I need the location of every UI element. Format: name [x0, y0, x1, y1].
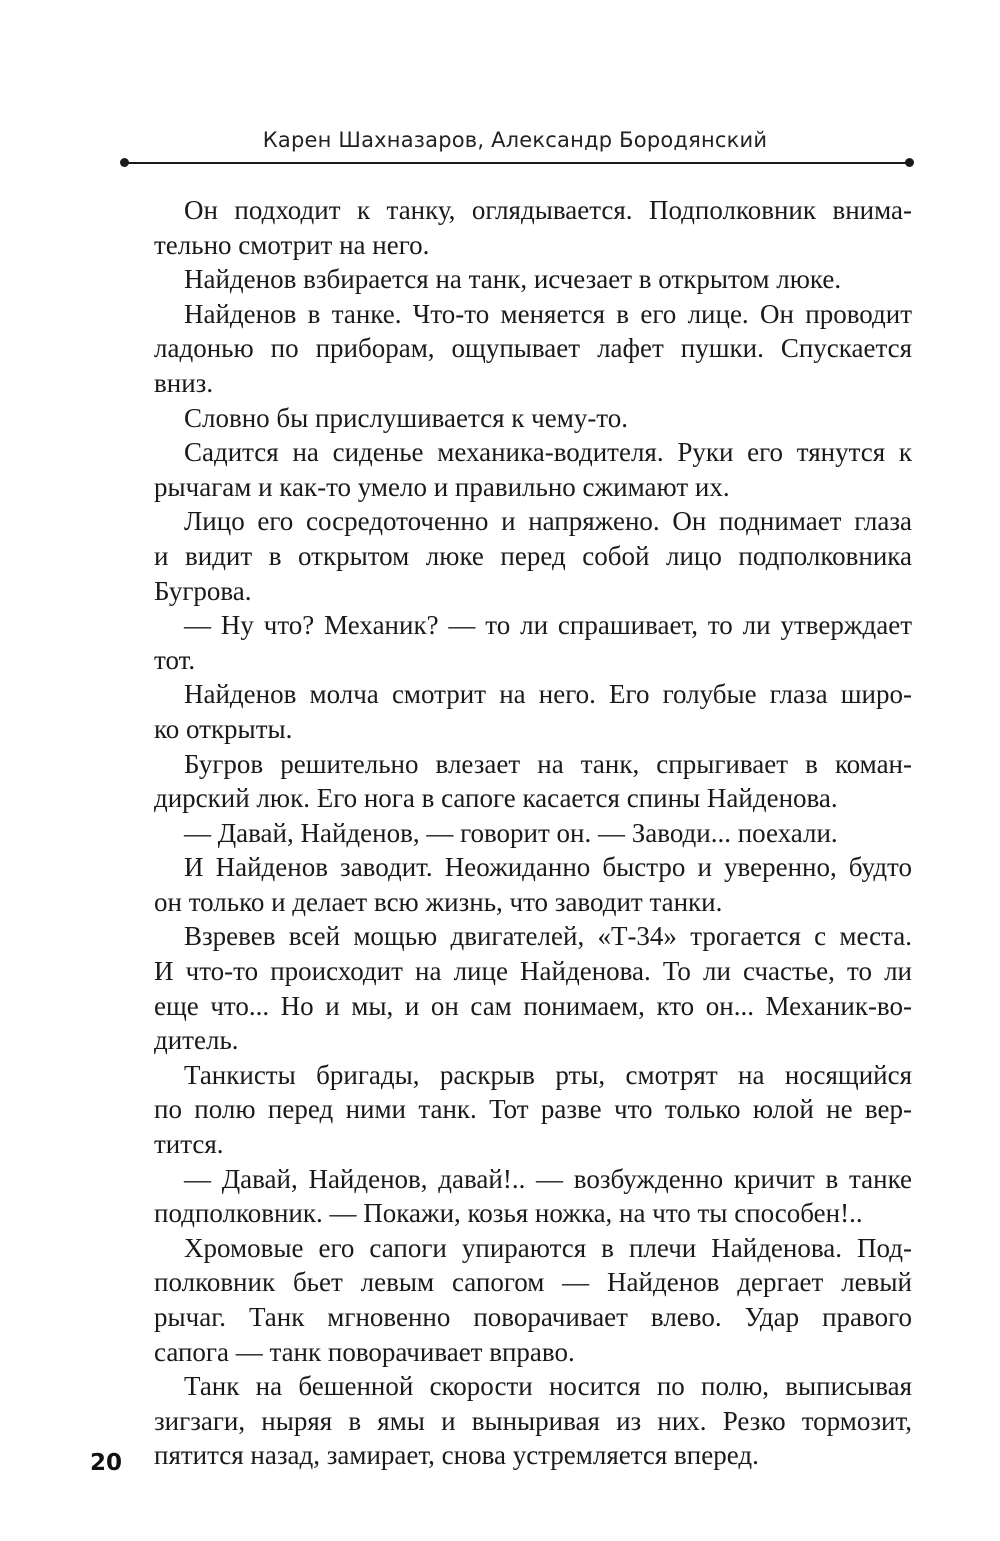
paragraph [124, 262, 912, 297]
text-line: Взревев всей мощью двигателей, «Т-34» трогается с места. [184, 921, 912, 952]
text-line: И что-то происходит на лице Найденова. То ли счастье, то ли [154, 956, 912, 987]
paragraph [124, 193, 912, 262]
text-line: Лицо его сосредоточенно и напряжено. Он поднимает глаза [184, 506, 912, 537]
paragraph [124, 919, 912, 1057]
text-line: полковник бьет левым сапогом — Найденов дергает левый [154, 1267, 912, 1298]
header-rule-dot-left [120, 158, 129, 167]
header-rule-dot-right [905, 158, 914, 167]
paragraph [124, 435, 912, 504]
paragraph [124, 608, 912, 677]
text-line: пятится назад, замирает, снова устремляется вперед. [154, 1440, 759, 1471]
text-line: Танкисты бригады, раскрыв рты, смотрят на носящийся [184, 1059, 912, 1090]
paragraph [124, 677, 912, 746]
text-line: Он подходит к танку, оглядывается. Подполковник внима- [184, 195, 912, 225]
paragraph [124, 504, 912, 608]
text-line: Танк на бешенной скорости носится по полю, выписывая [184, 1371, 912, 1402]
text-line: тельно смотрит на него. [154, 229, 430, 260]
text-line: рычагам и как-то умело и правильно сжимают их. [154, 471, 730, 502]
paragraph [124, 1231, 912, 1369]
text-line: тится. [154, 1129, 224, 1160]
text-line: вниз. [154, 367, 214, 398]
paragraph [124, 1058, 912, 1162]
text-line: дитель. [154, 1025, 239, 1056]
text-line: И Найденов заводит. Неожиданно быстро и уверенно, будто [184, 852, 912, 883]
page-number: 20 [90, 1450, 123, 1476]
body-text [124, 193, 912, 1473]
text-line: Бугрова. [154, 575, 252, 606]
text-line: сапога — танк поворачивает вправо. [154, 1336, 575, 1367]
text-line: подполковник. — Покажи, козья ножка, на что ты способен!.. [154, 1198, 863, 1229]
paragraph [124, 747, 912, 816]
text-line: еще что... Но и мы, и он сам понимаем, кто он... Механик-во- [154, 990, 912, 1021]
text-line: Садится на сиденье механика-водителя. Руки его тянутся к [184, 437, 912, 468]
text-line: Бугров решительно влезает на танк, спрыгивает в коман- [184, 748, 912, 779]
paragraph [124, 1369, 912, 1473]
paragraph [124, 816, 912, 851]
text-line: и видит в открытом люке перед собой лицо подполковника [154, 540, 912, 571]
text-line: Найденов взбирается на танк, исчезает в открытом люке. [184, 264, 842, 295]
text-line: по полю перед ними танк. Тот разве что только юлой не вер- [154, 1094, 912, 1125]
paragraph [124, 401, 912, 436]
text-line: — Давай, Найденов, давай!.. — возбужденно кричит в танке [184, 1163, 912, 1194]
text-line: Хромовые его сапоги упираются в плечи Найденова. Под- [184, 1232, 912, 1263]
paragraph [124, 297, 912, 401]
text-line: рычаг. Танк мгновенно поворачивает влево. Удар правого [154, 1302, 912, 1332]
text-line: ладонью по приборам, ощупывает лафет пушки. Спускается [154, 333, 912, 364]
paragraph [124, 850, 912, 919]
header-rule [124, 162, 910, 164]
text-line: дирский люк. Его нога в сапоге касается спины Найденова. [154, 783, 838, 814]
running-head-title: Карен Шахназаров, Александр Бородянский [262, 128, 768, 152]
text-line: — Давай, Найденов, — говорит он. — Заводи... поехали. [184, 817, 838, 848]
text-line: ко открыты. [154, 713, 293, 744]
text-line: — Ну что? Механик? — то ли спрашивает, то ли утверждает [184, 610, 912, 641]
text-line: тот. [154, 644, 196, 675]
paragraph [124, 1162, 912, 1231]
text-line: Найденов в танке. Что-то меняется в его лице. Он проводит [184, 298, 912, 329]
text-line: он только и делает всю жизнь, что заводит танки. [154, 886, 723, 917]
text-line: Словно бы прислушивается к чему-то. [184, 402, 628, 433]
text-line: Найденов молча смотрит на него. Его голубые глаза широ- [184, 679, 912, 710]
text-line: зигзаги, ныряя в ямы и выныривая из них. Резко тормозит, [154, 1405, 912, 1436]
